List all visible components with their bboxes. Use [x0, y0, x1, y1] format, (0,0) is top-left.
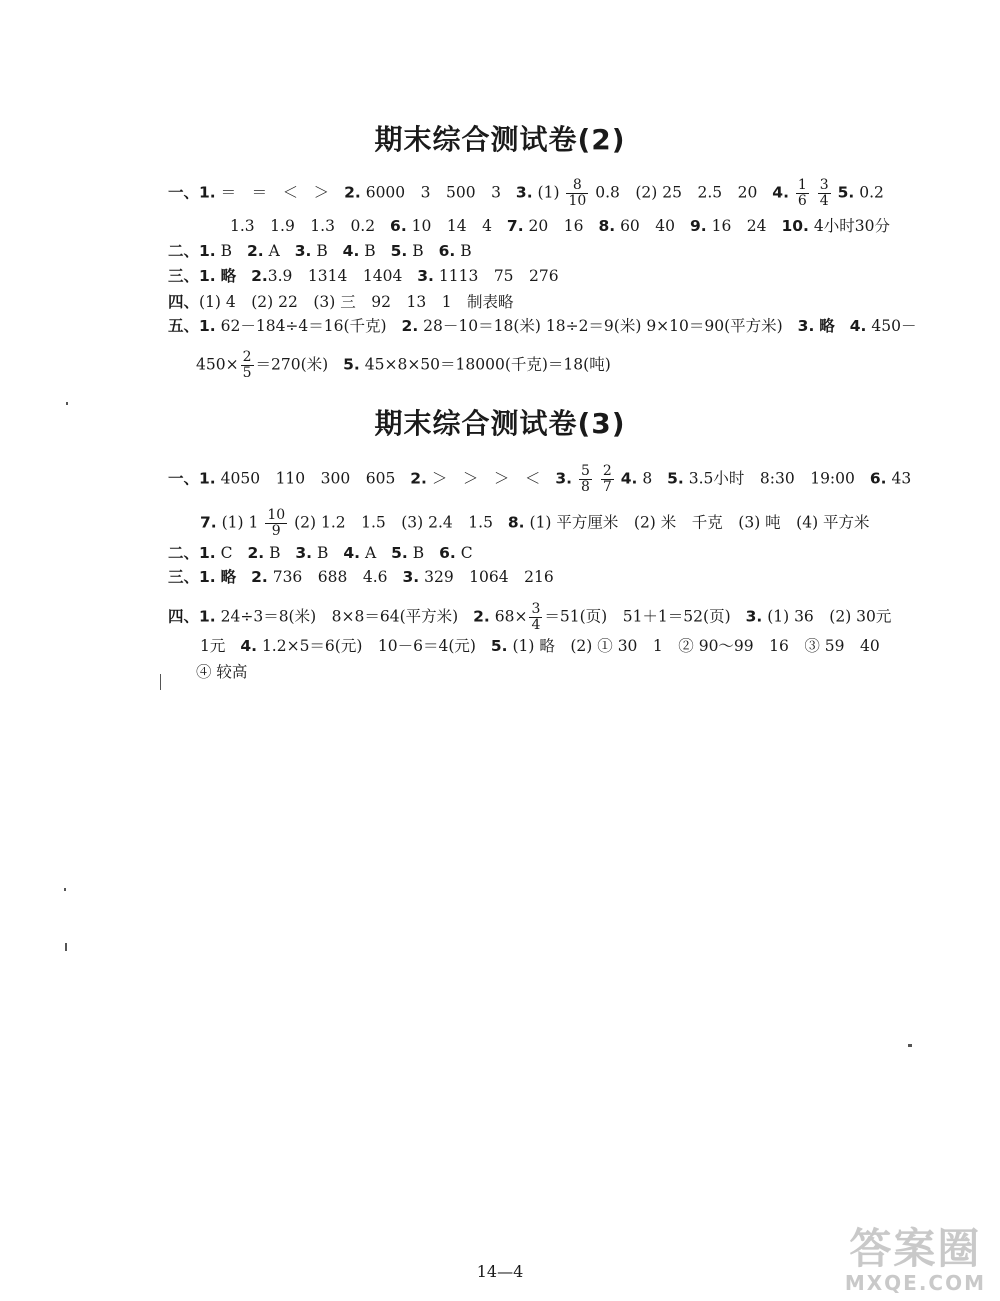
fraction: $\frac{5}{8}$	[580, 463, 590, 495]
scan-mark	[65, 943, 67, 951]
answer-line: 二、1. C 2. B 3. B 4. A 5. B 6. C	[168, 544, 473, 562]
page-number: 14—4	[476, 1262, 524, 1281]
answer-line: 一、1. ＝ ＝ ＜ ＞ 2. 6000 3 500 3 3. (1) $\frac{8}{10}$ 0.8 (2) 25 2.5 20 4. $\frac{1}{6}$ $\frac{3}{4}$ 5. 0.2	[168, 177, 884, 209]
watermark-logo: 答案圈	[849, 1224, 982, 1273]
scan-mark	[66, 402, 68, 405]
fraction: $\frac{3}{4}$	[531, 601, 541, 633]
answer-line: 1.3 1.9 1.3 0.2 6. 10 14 4 7. 20 16 8. 60 40 9. 16 24 10. 4小时30分	[230, 217, 890, 235]
section-title: 期末综合测试卷(2)	[374, 123, 626, 156]
answer-line: 1元 4. 1.2×5＝6(元) 10－6＝4(元) 5. (1) 略 (2) ① 30 1 ② 90～99 16 ③ 59 40	[200, 637, 880, 655]
watermark-url: MXQE.COM	[844, 1271, 986, 1295]
fraction: $\frac{2}{5}$	[242, 349, 252, 381]
answer-line: 三、1. 略 2. 736 688 4.6 3. 329 1064 216	[168, 568, 554, 586]
scan-mark	[64, 888, 66, 891]
answer-line: ④ 较高	[196, 663, 248, 681]
fraction: $\frac{2}{7}$	[602, 463, 612, 495]
fraction: $\frac{8}{10}$	[568, 177, 587, 209]
scan-mark	[160, 674, 161, 690]
scan-mark	[908, 1044, 912, 1047]
answer-line: 四、(1) 4 (2) 22 (3) 三 92 13 1 制表略	[168, 293, 514, 311]
fraction: $\frac{1}{6}$	[797, 177, 807, 209]
fraction: $\frac{3}{4}$	[819, 177, 829, 209]
answer-line: 450× $\frac{2}{5}$ ＝270(米) 5. 45×8×50＝18000(千克)＝18(吨)	[196, 349, 611, 381]
answer-line: 一、1. 4050 110 300 605 2. ＞ ＞ ＞ ＜ 3. $\frac{5}{8}$ $\frac{2}{7}$ 4. 8 5. 3.5小时 8:30 19:00 6. 43	[168, 463, 912, 495]
watermark	[844, 1224, 986, 1295]
answer-line: 7. (1) 1 $\frac{10}{9}$ (2) 1.2 1.5 (3) 2.4 1.5 8. (1) 平方厘米 (2) 米 千克 (3) 吨 (4) 平方米	[200, 507, 870, 539]
answer-line: 五、1. 62－184÷4＝16(千克) 2. 28－10＝18(米) 18÷2＝9(米) 9×10＝90(平方米) 3. 略 4. 450－	[168, 317, 917, 335]
answer-line: 四、1. 24÷3＝8(米) 8×8＝64(平方米) 2. 68× $\frac{3}{4}$ ＝51(页) 51＋1＝52(页) 3. (1) 36 (2) 30元	[168, 601, 892, 633]
answer-line: 二、1. B 2. A 3. B 4. B 5. B 6. B	[168, 242, 472, 260]
section-title: 期末综合测试卷(3)	[374, 407, 626, 440]
fraction: $\frac{10}{9}$	[267, 507, 286, 539]
answer-line: 三、1. 略 2.3.9 1314 1404 3. 1113 75 276	[168, 267, 559, 285]
